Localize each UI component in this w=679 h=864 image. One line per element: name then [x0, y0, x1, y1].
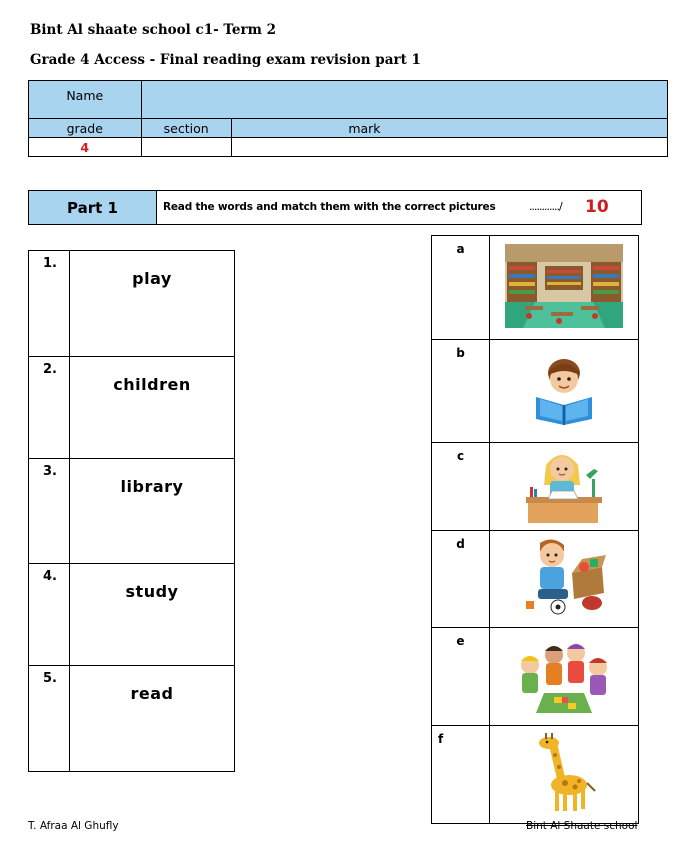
word-row — [29, 564, 235, 666]
picture-row — [432, 726, 639, 824]
word-row — [29, 357, 235, 459]
picture-row — [432, 236, 639, 340]
picture-letter: e — [432, 628, 490, 726]
score-total: 10 — [585, 197, 609, 217]
picture-letter: b — [432, 340, 490, 443]
word-number: 1. — [29, 251, 70, 357]
mark-label: mark — [348, 120, 381, 136]
picture-row — [432, 340, 639, 443]
picture-letter: f — [432, 726, 490, 824]
footer-teacher: T. Afraa Al Ghufly — [28, 820, 119, 832]
name-field — [141, 81, 667, 119]
word-text: play — [70, 251, 235, 357]
grade-value: 4 — [80, 139, 90, 155]
part-header — [28, 190, 642, 225]
children-group-icon — [514, 635, 614, 715]
picture-row — [432, 443, 639, 531]
section-label: section — [163, 120, 209, 136]
boy-playing-toys-icon — [518, 537, 610, 617]
student-info-table — [28, 80, 668, 157]
word-number: 5. — [29, 666, 70, 772]
girl-studying-icon — [522, 445, 606, 525]
picture-row — [432, 628, 639, 726]
word-text: study — [70, 564, 235, 666]
mark-field — [231, 138, 667, 157]
word-row — [29, 666, 235, 772]
boy-reading-icon — [524, 349, 604, 429]
picture-row — [432, 531, 639, 628]
word-number: 4. — [29, 564, 70, 666]
word-text: children — [70, 357, 235, 459]
picture-letter: a — [432, 236, 490, 340]
part-label: Part 1 — [29, 191, 157, 224]
word-row — [29, 251, 235, 357]
school-title: Bint Al shaate school c1- Term 2 — [30, 22, 276, 38]
score-dots: ............/ — [529, 200, 562, 213]
exam-subtitle: Grade 4 Access - Final reading exam revision part 1 — [30, 52, 421, 68]
footer-school: Bint Al Shaate school — [526, 820, 638, 832]
word-row — [29, 459, 235, 564]
words-table — [28, 250, 235, 772]
word-text: library — [70, 459, 235, 564]
grade-label: grade — [66, 120, 103, 136]
word-number: 3. — [29, 459, 70, 564]
library-room-icon — [505, 244, 623, 328]
pictures-table — [431, 235, 639, 824]
part-instruction: Read the words and match them with the correct pictures — [163, 201, 496, 213]
word-text: read — [70, 666, 235, 772]
section-field — [141, 138, 231, 157]
word-number: 2. — [29, 357, 70, 459]
picture-letter: c — [432, 443, 490, 531]
name-label: Name — [66, 88, 104, 103]
giraffe-icon — [529, 733, 599, 813]
picture-letter: d — [432, 531, 490, 628]
